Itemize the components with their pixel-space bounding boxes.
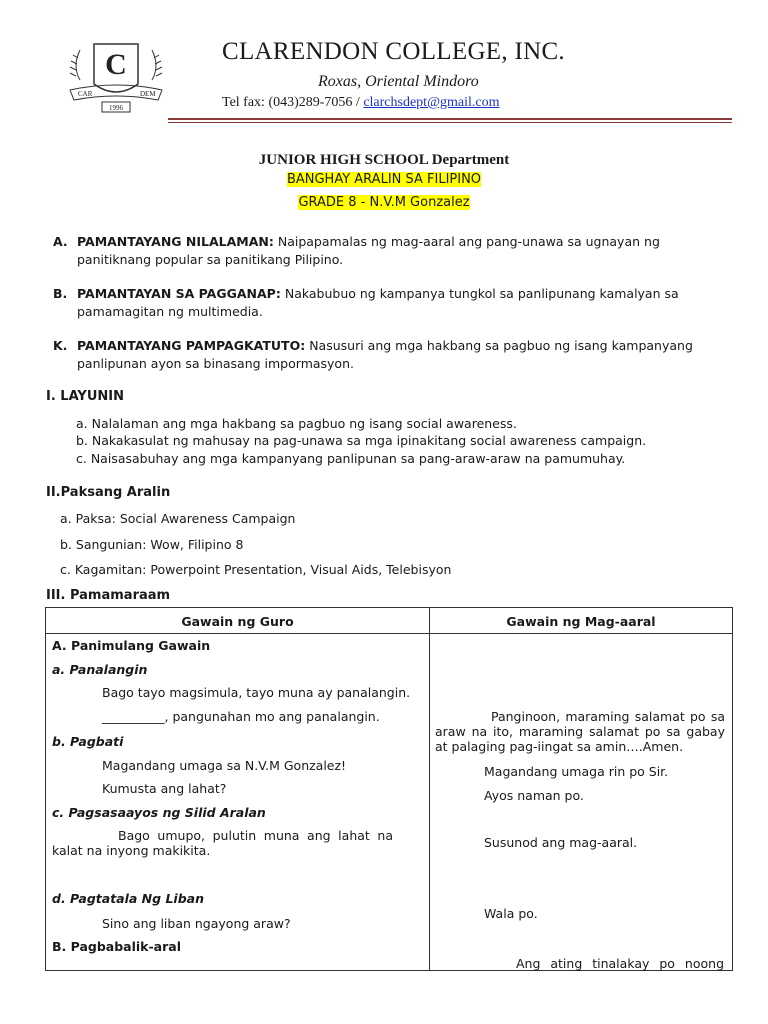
layunin-item: a. Nalalaman ang mga hakbang sa pagbuo ng isang social awareness. <box>76 416 517 431</box>
procedure-table <box>45 607 733 971</box>
pagtatala-heading: d. Pagtatala Ng Liban <box>52 891 204 906</box>
college-name: CLARENDON COLLEGE, INC. <box>222 38 565 65</box>
svg-text:C: C <box>105 48 127 81</box>
svg-text:DEM: DEM <box>140 90 156 98</box>
pagbabalik-heading: B. Pagbabalik-aral <box>52 939 181 954</box>
guro-line: Kumusta ang lahat? <box>102 781 227 796</box>
standard-k: K. PAMANTAYANG PAMPAGKATUTO: Nasusuri ang mga hakbang sa pagbuo ng isang kampanyang panlipunan ayon sa binasang impormasyon. <box>53 338 693 371</box>
mag-aaral-line: Panginoon, maraming salamat po sa araw na ito, maraming salamat po sa gabay at palaging pag-iingat sa amin….Amen. <box>435 709 725 754</box>
layunin-item: c. Naisasabuhay ang mga kampanyang panlipunan sa pang-araw-araw na pamumuhay. <box>76 451 626 466</box>
guro-line: __________, pangunahan mo ang panalangin. <box>102 709 380 724</box>
standard-b: B. PAMANTAYAN SA PAGGANAP: Nakabubuo ng kampanya tungkol sa panlipunang kamalyan sa pamamagitan ng multimedia. <box>53 286 679 319</box>
mag-aaral-line: Ang ating tinalakay po noong <box>515 956 724 971</box>
paksang-item: c. Kagamitan: Powerpoint Presentation, Visual Aids, Telebisyon <box>60 562 452 577</box>
pamamaraan-title: III. Pamamaraam <box>46 588 171 603</box>
header-divider-thin <box>168 122 732 123</box>
panimula-heading: A. Panimulang Gawain <box>52 638 211 653</box>
guro-line: Magandang umaga sa N.V.M Gonzalez! <box>102 758 347 773</box>
mag-aaral-line: Susunod ang mag-aaral. <box>484 835 638 850</box>
header-divider <box>168 118 732 120</box>
svg-text:1996: 1996 <box>109 104 123 112</box>
paksang-item: b. Sangunian: Wow, Filipino 8 <box>60 537 244 552</box>
header-guro: Gawain ng Guro <box>181 614 294 629</box>
contact-line <box>222 95 499 111</box>
table-header-divider <box>46 633 732 634</box>
pagsasaayos-heading: c. Pagsasaayos ng Silid Aralan <box>52 805 266 820</box>
department-title: JUNIOR HIGH SCHOOL Department <box>258 152 510 168</box>
subject-title: BANGHAY ARALIN SA FILIPINO <box>286 172 482 187</box>
table-column-divider <box>429 608 430 970</box>
paksang-title: II.Paksang Aralin <box>46 485 171 500</box>
standard-a: A. PAMANTAYANG NILALAMAN: Naipapamalas ng mag-aaral ang pang-unawa sa ugnayan ng panitiknang popular sa panitikang Pilipino. <box>53 234 660 267</box>
guro-line: Bago tayo magsimula, tayo muna ay panalangin. <box>102 685 411 700</box>
pagbati-heading: b. Pagbati <box>52 734 124 749</box>
paksang-item: a. Paksa: Social Awareness Campaign <box>60 511 296 526</box>
grade-title: GRADE 8 - N.V.M Gonzalez <box>298 195 470 210</box>
svg-text:CAR: CAR <box>78 90 93 98</box>
college-logo <box>64 40 168 118</box>
panalangin-heading: a. Panalangin <box>52 662 148 677</box>
header-mag-aaral: Gawain ng Mag-aaral <box>506 614 656 629</box>
mag-aaral-line: Wala po. <box>484 906 538 921</box>
guro-line: Bago umupo, pulutin muna ang lahat na kalat na inyong makikita. <box>52 828 393 858</box>
email-link[interactable]: clarchsdept@gmail.com <box>363 95 500 110</box>
telfax-text: Tel fax: (043)289-7056 / <box>222 95 360 110</box>
mag-aaral-line: Ayos naman po. <box>484 788 584 803</box>
mag-aaral-line: Magandang umaga rin po Sir. <box>484 764 669 779</box>
layunin-item: b. Nakakasulat ng mahusay na pag-unawa sa mga ipinakitang social awareness campaign. <box>76 433 647 448</box>
guro-line: Sino ang liban ngayong araw? <box>102 916 291 931</box>
layunin-title: I. LAYUNIN <box>46 389 124 404</box>
college-address: Roxas, Oriental Mindoro <box>318 73 479 90</box>
